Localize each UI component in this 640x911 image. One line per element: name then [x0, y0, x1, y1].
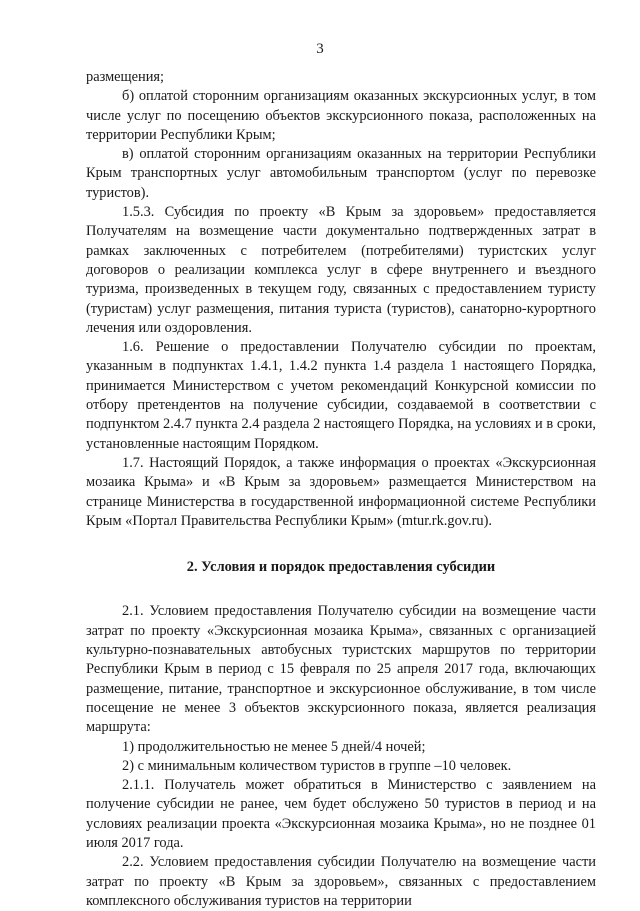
paragraph: размещения;	[86, 69, 165, 85]
paragraph: 1.5.3. Субсидия по проекту «В Крым за здоровьем» предоставляется Получателям на возмещение части документально подтвержденных затрат в рамках заключенных с потребителем (потребителями) туристских услуг договоров о реализации комплекса услуг в сфере внутреннего и въездного туризма, произведенных в текущем году, связанных с предоставлением туристу (туристам) услуг размещения, питания туриста (туристов), санаторно-курортного лечения или оздоровления.	[86, 204, 596, 336]
paragraph: 2.1. Условием предоставления Получателю субсидии на возмещение части затрат по проекту «Экскурсионная мозаика Крыма», связанных с организацией культурно-познавательных автобусных туристских маршрутов по территории Республики Крым в период с 15 февраля по 25 апреля 2017 года, включающих размещение, питание, транспортное и экскурсионное обслуживание, в том числе посещение не менее 3 объектов экскурсионного показа, является реализация маршрута:	[86, 603, 596, 736]
paragraph: в) оплатой сторонним организациям оказанных на территории Республики Крым транспортных услуг автомобильным транспортом (услуг по перевозке туристов).	[86, 146, 596, 201]
document-body	[86, 68, 596, 911]
paragraph: 1.6. Решение о предоставлении Получателю субсидии по проектам, указанным в подпунктах 1.4.1, 1.4.2 пункта 1.4 раздела 1 настоящего Порядка, принимается Министерством с учетом рекомендаций Конкурсной комиссии по отбору претендентов на получение субсидии, создаваемой в соответствии с подпунктом 2.4.7 пункта 2.4 раздела 2 настоящего Порядка, на условиях и в сроки, установленные настоящим Порядком.	[86, 339, 596, 452]
page-number: 3	[316, 41, 324, 57]
list-item: 2) с минимальным количеством туристов в группе –10 человек.	[122, 757, 512, 774]
section-heading: 2. Условия и порядок предоставления субсидии	[186, 559, 496, 576]
paragraph: 1.7. Настоящий Порядок, а также информация о проектах «Экскурсионная мозаика Крыма» и «В Крым за здоровьем» размещается Министерством на странице Министерства в государственной информационной системе Республики Крым «Портал Правительства Республики Крым» (mtur.rk.gov.ru).	[86, 454, 596, 529]
list-item: 1) продолжительностью не менее 5 дней/4 ночей;	[122, 738, 426, 755]
paragraph: 2.1.1. Получатель может обратиться в Министерство с заявлением на получение субсидии не ранее, чем будет обслужено 50 туристов в период и на условиях реализации проекта «Экскурсионная мозаика Крыма», но не позднее 01 июля 2017 года.	[86, 777, 596, 851]
paragraph: 2.2. Условием предоставления субсидии Получателю на возмещение части затрат по проекту «В Крым за здоровьем», связанных с предоставлением комплексного обслуживания туристов на территории	[86, 854, 596, 909]
paragraph: б) оплатой сторонним организациям оказанных экскурсионных услуг, в том числе услуг по посещению объектов экскурсионного показа, расположенных на территории Республики Крым;	[86, 88, 596, 143]
